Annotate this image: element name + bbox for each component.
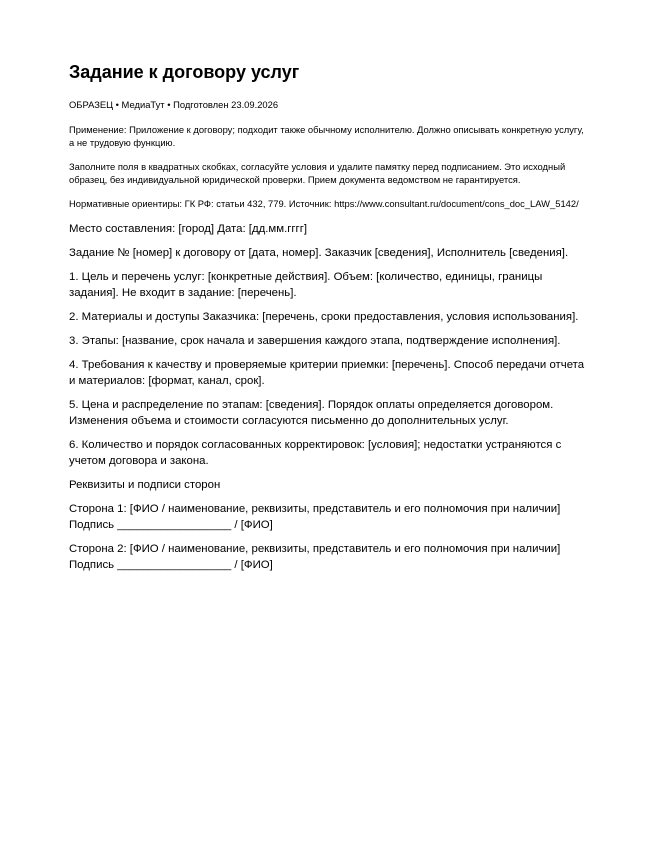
party-1-signature-block: [69, 501, 588, 533]
task-intro: Задание № [номер] к договору от [дата, номер]. Заказчик [сведения], Исполнитель [сведения].: [69, 247, 569, 259]
legal-reference-note: Нормативные ориентиры: ГК РФ: статьи 432, 779. Источник: https://www.consultant.ru/document/cons_doc_LAW_5142/: [69, 198, 579, 209]
party-2-signature-block: [69, 541, 588, 573]
clause-3: 3. Этапы: [название, срок начала и завершения каждого этапа, подтверждение исполнения].: [69, 335, 561, 347]
clause-1: 1. Цель и перечень услуг: [конкретные действия]. Объем: [количество, единицы, границы задания]. Не входит в задание: [перечень].: [69, 271, 543, 299]
document-title: Задание к договору услуг: [69, 62, 300, 82]
fill-note: Заполните поля в квадратных скобках, согласуйте условия и удалите памятку перед подписанием. Это исходный образец, без индивидуальной юридической проверки. Прием документа ведомством не гарантируется.: [69, 161, 566, 185]
party-2-sign-line: Подпись __________________ / [ФИО]: [69, 559, 273, 571]
signatures-heading: Реквизиты и подписи сторон: [69, 479, 221, 491]
place-date-line: Место составления: [город] Дата: [дд.мм.гггг]: [69, 223, 308, 235]
document-meta: ОБРАЗЕЦ • МедиаТут • Подготовлен 23.09.2026: [69, 99, 279, 110]
clause-5: 5. Цена и распределение по этапам: [сведения]. Порядок оплаты определяется договором. Изменения объема и стоимости согласуются письменно до дополнительных услуг.: [69, 399, 554, 427]
clause-6: 6. Количество и порядок согласованных корректировок: [условия]; недостатки устраняются с учетом договора и закона.: [69, 439, 562, 467]
party-2-details: Сторона 2: [ФИО / наименование, реквизиты, представитель и его полномочия при наличии]: [69, 543, 561, 555]
party-1-details: Сторона 1: [ФИО / наименование, реквизиты, представитель и его полномочия при наличии]: [69, 503, 561, 515]
usage-note: Применение: Приложение к договору; подходит также обычному исполнителю. Должно описывать конкретную услугу, а не трудовую функцию.: [69, 124, 584, 148]
clause-2: 2. Материалы и доступы Заказчика: [перечень, сроки предоставления, условия использования].: [69, 311, 579, 323]
clause-4: 4. Требования к качеству и проверяемые критерии приемки: [перечень]. Способ передачи отчета и материалов: [формат, канал, срок].: [69, 359, 585, 387]
party-1-sign-line: Подпись __________________ / [ФИО]: [69, 519, 273, 531]
